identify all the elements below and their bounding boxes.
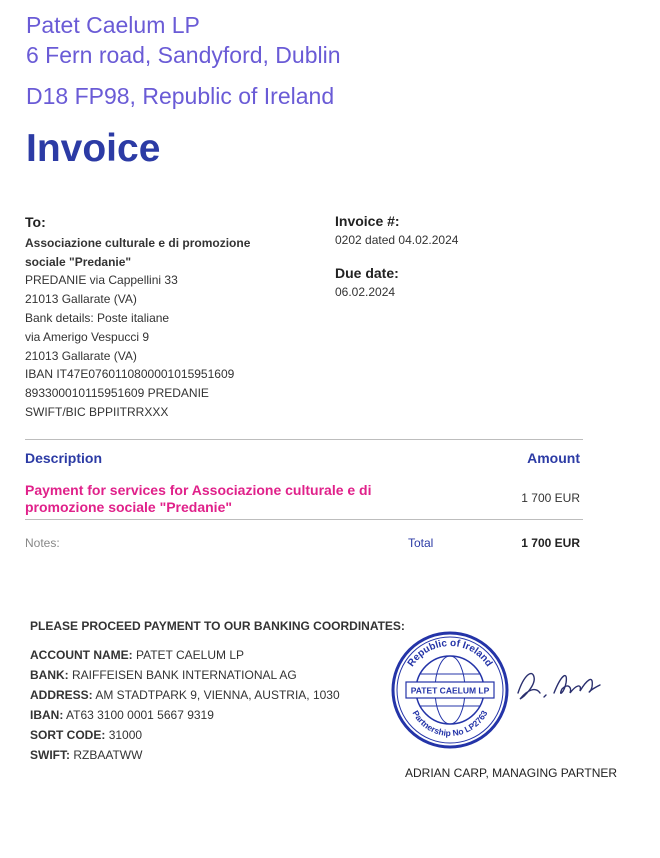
company-name: Patet Caelum LP [26, 12, 200, 38]
recipient-line: SWIFT/BIC BPPIITRRXXX [25, 404, 169, 419]
company-seal-stamp [390, 630, 510, 750]
swift-value: RZBAATWW [73, 748, 143, 762]
total-value: 1 700 EUR [521, 536, 580, 550]
signatory-name: ADRIAN CARP, MANAGING PARTNER [405, 766, 618, 780]
due-date-label: Due date: [335, 265, 399, 281]
banking-coordinates [30, 616, 405, 765]
seal-bottom-text: Partnership No LP2763 [410, 708, 490, 739]
company-address-line2: D18 FP98, Republic of Ireland [26, 83, 335, 109]
account-name-value: PATET CAELUM LP [136, 648, 245, 662]
account-name-label: ACCOUNT NAME: [30, 648, 133, 662]
bank-row [30, 725, 405, 745]
total-label: Total [408, 536, 434, 550]
bank-row [30, 665, 405, 685]
divider [25, 439, 583, 440]
notes-label: Notes: [25, 536, 60, 550]
description-header: Description [25, 450, 103, 466]
seal-top-text: Republic of Ireland [405, 637, 495, 669]
bank-value: RAIFFEISEN BANK INTERNATIONAL AG [72, 668, 297, 682]
iban-value: AT63 3100 0001 5667 9319 [66, 708, 214, 722]
company-address-line1: 6 Fern road, Sandyford, Dublin [26, 42, 341, 68]
bank-row [30, 685, 405, 705]
line-item-amount: 1 700 EUR [521, 491, 580, 505]
bank-row [30, 705, 405, 725]
bank-row [30, 645, 405, 665]
bank-label: BANK: [30, 668, 69, 682]
invoice-meta [335, 213, 575, 299]
swift-label: SWIFT: [30, 748, 70, 762]
invoice-number-value: 0202 dated 04.02.2024 [335, 233, 459, 247]
recipient-line: IBAN IT47E0760110800001015951609 [25, 367, 235, 382]
invoice-title: Invoice [26, 127, 161, 170]
amount-header: Amount [527, 450, 580, 466]
line-item-description: Payment for services for Associazione culturale e di promozione sociale "Predanie" [25, 482, 372, 515]
seal-center-text: PATET CAELUM LP [410, 685, 490, 696]
address-label: ADDRESS: [30, 688, 93, 702]
recipient-line: 893300010115951609 PREDANIE [25, 386, 209, 401]
recipient-line: Bank details: Poste italiane [25, 310, 170, 325]
to-label: To: [25, 214, 46, 230]
due-date-value: 06.02.2024 [335, 285, 396, 299]
iban-label: IBAN: [30, 708, 64, 722]
recipient-name-line1: Associazione culturale e di promozione [25, 235, 251, 250]
recipient-line: via Amerigo Vespucci 9 [25, 329, 150, 344]
recipient-line: 21013 Gallarate (VA) [25, 292, 137, 307]
recipient-name-line2: sociale "Predanie" [25, 254, 132, 269]
sort-code-label: SORT CODE: [30, 728, 106, 742]
recipient-line: PREDANIE via Cappellini 33 [25, 273, 178, 288]
divider [25, 519, 583, 520]
recipient-block [25, 213, 305, 422]
recipient-line: 21013 Gallarate (VA) [25, 348, 137, 363]
bank-row [30, 745, 405, 765]
address-value: AM STADTPARK 9, VIENNA, AUSTRIA, 1030 [95, 688, 340, 702]
invoice-number-label: Invoice #: [335, 213, 400, 229]
banking-heading: PLEASE PROCEED PAYMENT TO OUR BANKING COORDINATES: [30, 619, 405, 633]
sort-code-value: 31000 [108, 728, 143, 742]
handwritten-signature [510, 663, 610, 708]
